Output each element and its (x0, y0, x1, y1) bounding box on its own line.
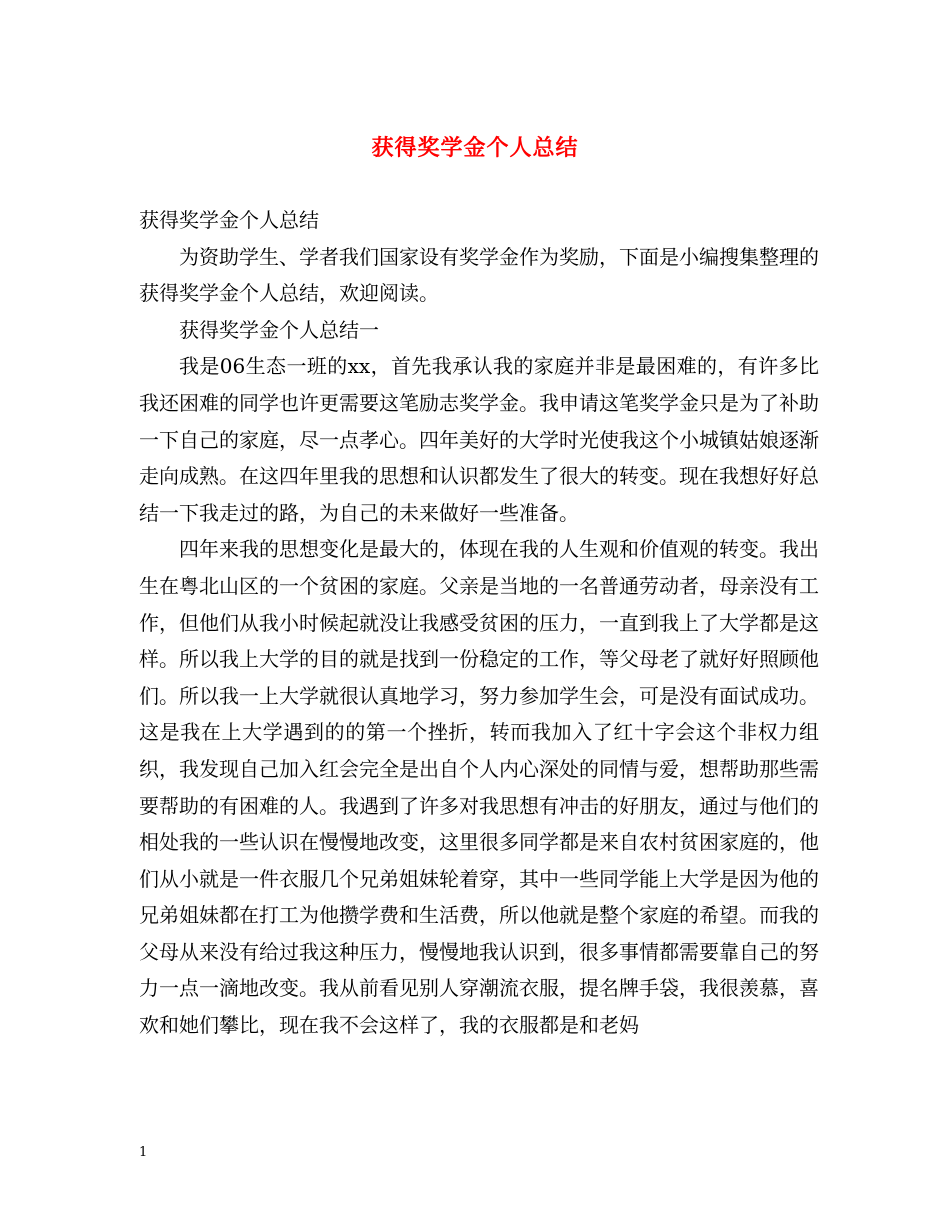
paragraph-body-1: 我是06生态一班的xx，首先我承认我的家庭并非是最困难的，有许多比我还困难的同学也许更需要这笔励志奖学金。我申请这笔奖学金只是为了补助一下自己的家庭，尽一点孝心。四年美好的大学时光使我这个小城镇姑娘逐渐走向成熟。在这四年里我的思想和认识都发生了很大的转变。现在我想好好总结一下我走过的路，为自己的未来做好一些准备。 (139, 354, 819, 525)
paragraph-body-2: 四年来我的思想变化是最大的，体现在我的人生观和价值观的转变。我出生在粤北山区的一个贫困的家庭。父亲是当地的一名普通劳动者，母亲没有工作，但他们从我小时候起就没让我感受贫困的压力，一直到我上了大学都是这样。所以我上大学的目的就是找到一份稳定的工作，等父母老了就好好照顾他们。所以我一上大学就很认真地学习，努力参加学生会，可是没有面试成功。这是我在上大学遇到的的第一个挫折，转而我加入了红十字会这个非权力组织，我发现自己加入红会完全是出自个人内心深处的同情与爱，想帮助那些需要帮助的有困难的人。我遇到了许多对我思想有冲击的好朋友，通过与他们的相处我的一些认识在慢慢地改变，这里很多同学都是来自农村贫困家庭的，他们从小就是一件衣服几个兄弟姐妹轮着穿，其中一些同学能上大学是因为他的兄弟姐妹都在打工为他攒学费和生活费，所以他就是整个家庭的希望。而我的父母从来没有给过我这种压力，慢慢地我认识到，很多事情都需要靠自己的努力一点一滴地改变。我从前看见别人穿潮流衣服，提名牌手袋，我很羡慕，喜欢和她们攀比，现在我不会这样了，我的衣服都是和老妈 (139, 537, 819, 1038)
paragraph-intro: 为资助学生、学者我们国家设有奖学金作为奖励，下面是小编搜集整理的获得奖学金个人总结，欢迎阅读。 (139, 244, 819, 306)
paragraph-heading: 获得奖学金个人总结 (139, 208, 319, 232)
document-body (139, 202, 819, 1044)
document-title: 获得奖学金个人总结 (371, 135, 579, 161)
page-number: 1 (139, 1145, 148, 1160)
paragraph-section-title: 获得奖学金个人总结一 (179, 317, 379, 342)
